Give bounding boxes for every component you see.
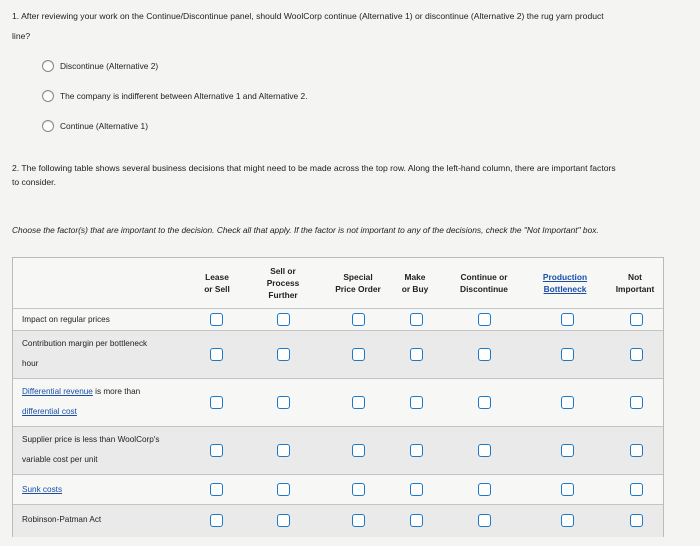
checkbox[interactable] [410,348,423,361]
checkbox[interactable] [352,348,365,361]
checkbox[interactable] [352,444,365,457]
checkbox[interactable] [277,483,290,496]
checkbox[interactable] [210,444,223,457]
row-label: Differential revenue is more than differential cost [22,387,141,416]
option-discontinue[interactable] [42,60,158,72]
radio-button[interactable] [42,120,54,132]
checkbox[interactable] [210,514,223,527]
question-2 [12,155,688,187]
column-header-lease-or-sell: Lease or Sell [204,272,230,294]
checkbox[interactable] [630,396,643,409]
differential-cost-link[interactable]: differential cost [22,407,77,416]
row-label: Robinson-Patman Act [22,515,102,524]
column-header-not-important: Not Important [615,272,655,294]
checkbox[interactable] [210,313,223,326]
checkbox[interactable] [561,483,574,496]
checkbox[interactable] [352,396,365,409]
checkbox[interactable] [478,348,491,361]
checkbox[interactable] [410,444,423,457]
option-continue[interactable] [42,120,148,132]
checkbox[interactable] [410,313,423,326]
checkbox[interactable] [478,483,491,496]
checkbox[interactable] [210,483,223,496]
table-row [13,504,663,537]
row-label: Impact on regular prices [22,315,110,324]
checkbox[interactable] [561,514,574,527]
question-1-text: 1. After reviewing your work on the Continue/Discontinue panel, should WoolCorp continue (Alternative 1) or discontinue (Alternative 2) the rug yarn product [12,11,604,21]
checkbox[interactable] [410,396,423,409]
question-2-text-cont: to consider. [12,177,56,187]
checkbox[interactable] [630,514,643,527]
table-row [13,474,663,505]
checkbox[interactable] [478,444,491,457]
column-header-special-price-order: Special Price Order [335,272,381,294]
instruction-text: Choose the factor(s) that are important to the decision. Check all that apply. If the factor is not important to any of the decisions, check the "Not Important" box. [12,225,599,235]
checkbox[interactable] [561,348,574,361]
checkbox[interactable] [561,313,574,326]
row-label [22,480,62,500]
column-header-production-bottleneck[interactable]: Production Bottleneck [542,272,588,294]
checkbox[interactable] [352,483,365,496]
checkbox[interactable] [478,313,491,326]
table-row [13,330,663,379]
row-label: Supplier price is less than WoolCorp's variable cost per unit [22,435,160,464]
checkbox[interactable] [277,396,290,409]
checkbox[interactable] [210,348,223,361]
column-header-sell-or-process: Sell or Process Further [266,266,300,300]
option-label: The company is indifferent between Alternative 1 and Alternative 2. [60,91,308,101]
checkbox[interactable] [277,444,290,457]
checkbox[interactable] [410,514,423,527]
option-indifferent[interactable] [42,90,308,102]
checkbox[interactable] [352,313,365,326]
table-row [13,426,663,475]
checkbox[interactable] [630,444,643,457]
option-label: Continue (Alternative 1) [60,121,148,131]
table-row [13,378,663,427]
row-label: Contribution margin per bottleneck hour [22,339,148,368]
column-header-make-or-buy: Make or Buy [401,272,429,294]
question-2-text: 2. The following table shows several business decisions that might need to be made across the top row. Along the left-hand column, there are important factors [12,163,616,173]
checkbox[interactable] [210,396,223,409]
question-1-text-cont: line? [12,31,31,41]
checkbox[interactable] [478,514,491,527]
checkbox[interactable] [561,396,574,409]
checkbox[interactable] [478,396,491,409]
decision-factor-table [12,257,664,537]
checkbox[interactable] [352,514,365,527]
question-1 [12,2,688,41]
radio-button[interactable] [42,60,54,72]
radio-button[interactable] [42,90,54,102]
checkbox[interactable] [410,483,423,496]
checkbox[interactable] [277,348,290,361]
checkbox[interactable] [630,313,643,326]
column-header-continue-or-discontinue: Continue or Discontinue [460,272,508,294]
checkbox[interactable] [277,514,290,527]
checkbox[interactable] [630,348,643,361]
table-row [13,308,663,331]
sunk-costs-link[interactable]: Sunk costs [22,485,63,494]
option-label: Discontinue (Alternative 2) [60,61,159,71]
checkbox[interactable] [277,313,290,326]
differential-revenue-link[interactable]: Differential revenue [22,387,93,396]
checkbox[interactable] [561,444,574,457]
checkbox[interactable] [630,483,643,496]
